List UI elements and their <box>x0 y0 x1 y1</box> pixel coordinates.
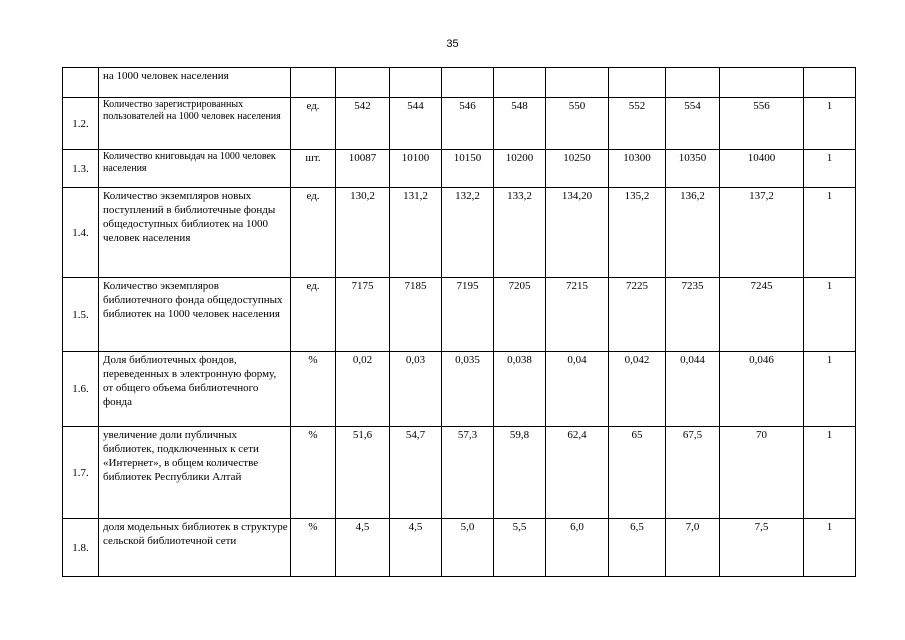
value-cell: 4,5 <box>336 519 390 577</box>
value-cell: 57,3 <box>442 427 494 519</box>
indicator-name: доля модельных библиотек в структуре сельской библиотечной сети <box>99 519 291 577</box>
last-cell: 1 <box>804 98 856 150</box>
value-cell: 7195 <box>442 278 494 352</box>
row-number: 1.7. <box>63 427 99 519</box>
unit-cell: ед. <box>291 278 336 352</box>
value-cell: 0,04 <box>546 352 609 427</box>
value-cell: 137,2 <box>720 188 804 278</box>
unit-cell <box>291 68 336 98</box>
value-cell: 0,02 <box>336 352 390 427</box>
last-cell <box>804 68 856 98</box>
value-cell: 7225 <box>609 278 666 352</box>
value-cell: 130,2 <box>336 188 390 278</box>
value-cell: 5,0 <box>442 519 494 577</box>
last-cell: 1 <box>804 427 856 519</box>
row-number: 1.8. <box>63 519 99 577</box>
value-cell: 550 <box>546 98 609 150</box>
value-cell: 10300 <box>609 150 666 188</box>
value-cell: 65 <box>609 427 666 519</box>
value-cell: 0,046 <box>720 352 804 427</box>
last-cell: 1 <box>804 352 856 427</box>
value-cell: 10400 <box>720 150 804 188</box>
value-cell <box>390 68 442 98</box>
value-cell: 544 <box>390 98 442 150</box>
value-cell: 554 <box>666 98 720 150</box>
indicator-name: Количество зарегистрированных пользователей на 1000 человек населения <box>99 98 291 150</box>
row-number <box>63 68 99 98</box>
unit-cell: % <box>291 427 336 519</box>
value-cell: 7175 <box>336 278 390 352</box>
value-cell <box>609 68 666 98</box>
value-cell: 0,038 <box>494 352 546 427</box>
value-cell: 546 <box>442 98 494 150</box>
value-cell: 10087 <box>336 150 390 188</box>
value-cell: 7245 <box>720 278 804 352</box>
table-row <box>63 278 856 352</box>
table-row <box>63 519 856 577</box>
value-cell <box>720 68 804 98</box>
value-cell: 7235 <box>666 278 720 352</box>
value-cell: 54,7 <box>390 427 442 519</box>
value-cell: 133,2 <box>494 188 546 278</box>
indicator-name: на 1000 человек населения <box>99 68 291 98</box>
value-cell: 0,03 <box>390 352 442 427</box>
unit-cell: шт. <box>291 150 336 188</box>
unit-cell: % <box>291 519 336 577</box>
value-cell: 51,6 <box>336 427 390 519</box>
page-number: 35 <box>446 38 459 50</box>
value-cell: 5,5 <box>494 519 546 577</box>
table-row <box>63 68 856 98</box>
value-cell: 132,2 <box>442 188 494 278</box>
value-cell: 0,035 <box>442 352 494 427</box>
unit-cell: % <box>291 352 336 427</box>
value-cell: 548 <box>494 98 546 150</box>
value-cell: 0,044 <box>666 352 720 427</box>
row-number: 1.3. <box>63 150 99 188</box>
value-cell: 10150 <box>442 150 494 188</box>
value-cell <box>546 68 609 98</box>
value-cell: 7,5 <box>720 519 804 577</box>
value-cell <box>666 68 720 98</box>
value-cell <box>336 68 390 98</box>
value-cell <box>442 68 494 98</box>
indicator-name: Доля библиотечных фондов, переведенных в электронную форму, от общего объема библиотечного фонда <box>99 352 291 427</box>
row-number: 1.2. <box>63 98 99 150</box>
unit-cell: ед. <box>291 98 336 150</box>
row-number: 1.6. <box>63 352 99 427</box>
indicators-table <box>62 67 856 577</box>
last-cell: 1 <box>804 150 856 188</box>
indicator-name: увеличение доли публичных библиотек, подключенных к сети «Интернет», в общем количестве библиотек Республики Алтай <box>99 427 291 519</box>
indicator-name: Количество экземпляров библиотечного фонда общедоступных библиотек на 1000 человек населения <box>99 278 291 352</box>
value-cell: 62,4 <box>546 427 609 519</box>
value-cell: 7,0 <box>666 519 720 577</box>
table-row <box>63 427 856 519</box>
value-cell: 7205 <box>494 278 546 352</box>
value-cell: 134,20 <box>546 188 609 278</box>
value-cell: 6,0 <box>546 519 609 577</box>
table-row <box>63 150 856 188</box>
value-cell: 7215 <box>546 278 609 352</box>
value-cell <box>494 68 546 98</box>
value-cell: 7185 <box>390 278 442 352</box>
value-cell: 0,042 <box>609 352 666 427</box>
value-cell: 135,2 <box>609 188 666 278</box>
table-row <box>63 188 856 278</box>
last-cell: 1 <box>804 188 856 278</box>
value-cell: 556 <box>720 98 804 150</box>
value-cell: 136,2 <box>666 188 720 278</box>
value-cell: 10200 <box>494 150 546 188</box>
unit-cell: ед. <box>291 188 336 278</box>
value-cell: 10250 <box>546 150 609 188</box>
value-cell: 542 <box>336 98 390 150</box>
value-cell: 4,5 <box>390 519 442 577</box>
row-number: 1.5. <box>63 278 99 352</box>
table-row <box>63 352 856 427</box>
value-cell: 6,5 <box>609 519 666 577</box>
value-cell: 10100 <box>390 150 442 188</box>
table-body <box>63 68 856 577</box>
table-row <box>63 98 856 150</box>
row-number: 1.4. <box>63 188 99 278</box>
value-cell: 70 <box>720 427 804 519</box>
value-cell: 67,5 <box>666 427 720 519</box>
value-cell: 10350 <box>666 150 720 188</box>
last-cell: 1 <box>804 278 856 352</box>
last-cell: 1 <box>804 519 856 577</box>
value-cell: 131,2 <box>390 188 442 278</box>
indicator-name: Количество экземпляров новых поступлений в библиотечные фонды общедоступных библиотек на 1000 человек населения <box>99 188 291 278</box>
value-cell: 59,8 <box>494 427 546 519</box>
indicator-name: Количество книговыдач на 1000 человек населения <box>99 150 291 188</box>
value-cell: 552 <box>609 98 666 150</box>
